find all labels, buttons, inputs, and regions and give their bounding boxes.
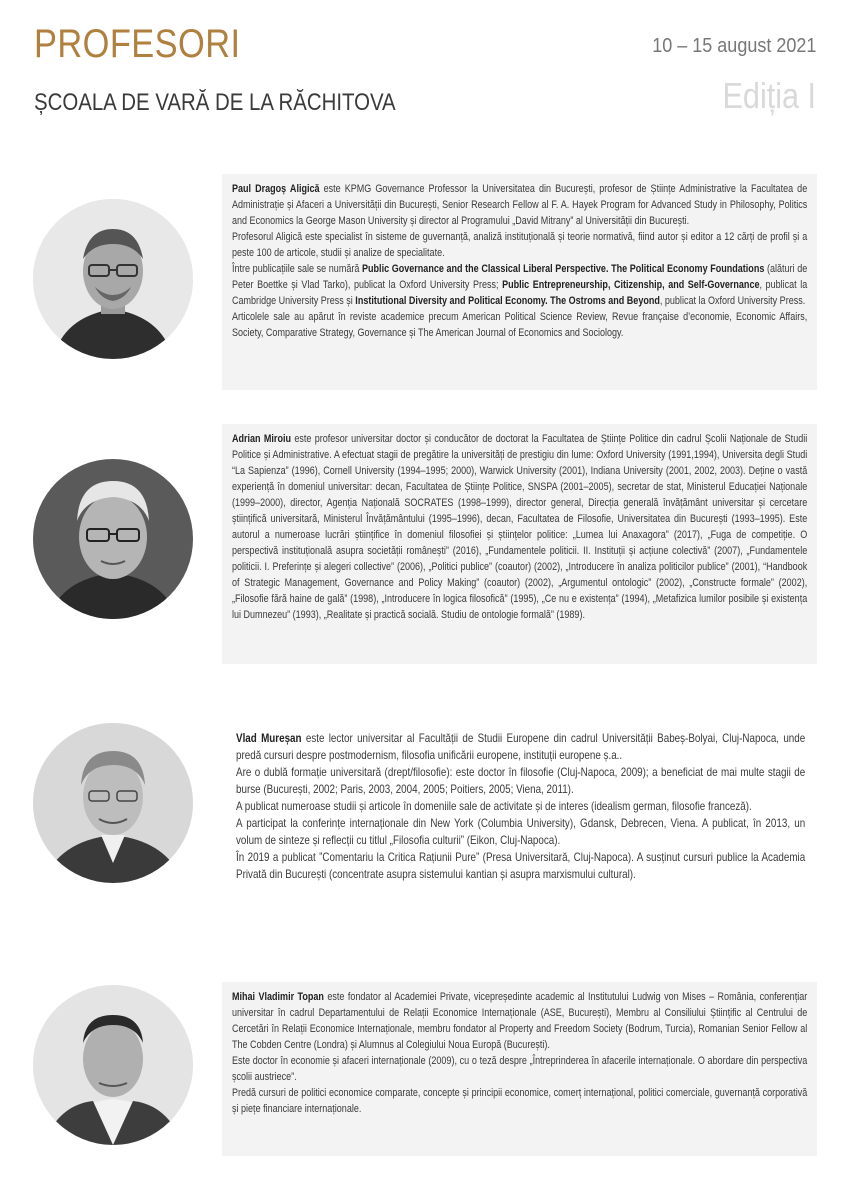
bio-paragraph [236,798,805,815]
bio-text-run: este profesor universitar doctor și conducător de doctorat la Facultatea de Științe Politice din cadrul Școlii Naționale de Studii Politice și Administrative. A efectuat stagii de pregătire la universități de prestigiu din lume: Oxford University (1991,1994), Universita degli Studi “La Sapienza” (1996), Cornell University (1994–1995; 2000), Warwick University (2001), Indiana University (2001, 2002, 2003). Deține o vastă experiență în domeniul universitar: decan, Facultatea de Științe Politice, SNSPA (2001–2005), secretar de stat, Ministerul Educației Naționale (1999–2000), director, Agenția Națională SOCRATES (1998–1999), director general, Direcția generală învățământ universitar și cercetare științifică universitară, Ministerul Învățământului (1995–1996), decan, Facultatea de Filosofie, Universitatea din București (1993–1995). Este autorul a numeroase lucrări științifice în domeniul filosofiei și științelor politice: „Lumea lui Anaxagora” (2017), „Fuga de competiție. O perspectivă instituțională asupra societății românești” (2016), „Fundamentele politicii. II. Instituții și acțiune colectivă” (2007), „Fundamentele politicii. I. Preferințe și alegeri collective” (2006), „Politici publice” (coautor) (2002), „Introducere în analiza politicilor publice” (2001), “Handbook of Strategic Management, Governance and Policy Making” (coautor) (2002), „Argumentul ontologic” (2002), „Constructe formale” (2002), „Filosofie fără haine de gală” (1998), „Introducere în logica filosofică” (1995), „Ce nu e existența” (1994), „Metafizica lumilor posibile și existența lui Dumnezeu” (1993), „Realitate și practică socială. Studiu de ontologie formală” (1989). [232,433,808,621]
bio-card-2 [222,424,817,664]
person-portrait-icon [33,459,193,619]
person-portrait-icon [33,199,193,359]
bio-paragraph [232,309,807,341]
bio-bold-text: Vlad Mureșan [236,731,302,745]
bio-text-run: Între publicațiile sale se numără [232,263,363,275]
bio-bold-text: Mihai Vladimir Topan [232,991,324,1003]
bio-text-run: Articolele sale au apărut în reviste academice precum American Political Science Review, Revue française d’economie, Economic Affairs, Society, Comparative Strategy, Governance și The American Journal of Economics and Sociology. [232,311,808,339]
person-portrait-icon [33,723,193,883]
bio-text-run: A participat la conferințe internaționale din New York (Columbia University), Gdansk, Debrecen, Viena. A publicat, în 2013, un volum de sinteze și reflecții cu titlul „Filosofia culturii” (Eikon, Cluj-Napoca). [236,816,806,847]
bio-text [232,431,807,623]
bio-text-run: Are o dublă formație universitară (drept/filosofie): este doctor în filosofie (Cluj-Napoca, 2009); a beneficiat de mai multe stagii de burse (București, 2002; Paris, 2003, 2004, 2005; Poitiers, 2005; Viena, 2011). [236,765,806,796]
bio-paragraph [236,849,805,883]
bio-card-3 [222,724,817,900]
bio-paragraph [232,989,807,1053]
bio-text-run: A publicat numeroase studii și articole în domeniile sale de activitate și de interes (idealism german, filosofie franceză). [236,799,752,813]
bio-paragraph [232,431,807,623]
portrait-photo-3 [33,723,193,883]
page-subtitle: ȘCOALA DE VARĂ DE LA RĂCHITOVA [34,89,396,116]
bio-text-run: , publicat la Cambridge University Press și [232,279,808,307]
portrait-photo-4 [33,985,193,1145]
bio-paragraph [236,730,805,764]
bio-bold-text: Adrian Miroiu [232,433,291,445]
bio-paragraph [232,1085,807,1117]
bio-paragraph [232,261,807,309]
portrait-photo-2 [33,459,193,619]
page-title: PROFESORI [34,22,241,66]
bio-text-run: este lector universitar al Facultății de Studii Europene din cadrul Universității Babeș-Bolyai, Cluj-Napoca, unde predă cursuri despre postmodernism, filosofia unificării europene, instituții europene ș.a.. [236,731,806,762]
bio-text-run: este KPMG Governance Professor la Universitatea din București, profesor de Științe Administrative la Facultatea de Administrație și Afaceri a Universității din București, Senior Research Fellow al F. A. Hayek Program for Advanced Study in Philosophy, Politics and Economics la George Mason University și director al Programului „David Mitrany” al Universității din București. [232,183,808,227]
bio-text-run: Predă cursuri de politici economice comparate, concepte și principii economice, comerț internațional, politici comerciale, guvernanță corporativă și piețe financiare internaționale. [232,1087,808,1115]
bio-text-run: Profesorul Aligică este specialist în sisteme de guvernanță, analiză instituțională și teorie normativă, fiind autor și editor a 12 cărți de profil și a peste 100 de articole, studii și analize de specialitate. [232,231,808,259]
bio-paragraph [236,815,805,849]
bio-bold-text: Public Governance and the Classical Liberal Perspective. The Political Economy Foundations [362,263,765,275]
bio-text-run: (alături de Peter Boettke și Vlad Tarko), publicat la Oxford University Press; [232,263,808,291]
bio-text [232,989,807,1117]
bio-card-4 [222,982,817,1156]
bio-text-run: este fondator al Academiei Private, vicepreședinte academic al Institutului Ludwig von Mises – România, conferențiar universitar în cadrul Departamentului de Relații Economice Internaționale (ASE, București), Membru al Consiliului Științific al Centrului de Cercetări în Relații Economice Internaționale, membru fondator al Property and Freedom Society (Bodrum, Turcia), Romanian Senior Fellow al The Cobden Centre (Londra) și Alumnus al Colegiului Noua Europă (București). [232,991,808,1051]
bio-paragraph [232,229,807,261]
bio-paragraph [236,764,805,798]
event-dates: 10 – 15 august 2021 [651,35,816,57]
edition-label: Ediția I [722,75,816,116]
bio-bold-text: Public Entrepreneurship, Citizenship, and Self-Governance [502,279,760,291]
bio-paragraph [232,181,807,229]
bio-text-run: În 2019 a publicat ”Comentariu la Critica Rațiunii Pure” (Presa Universitară, Cluj-Napoca). A susținut cursuri publice la Academia Privată din București (concentrate asupra sistemului kantian și asupra marxismului cultural). [236,850,806,881]
portrait-photo-1 [33,199,193,359]
bio-paragraph [232,1053,807,1085]
bio-card-1 [222,174,817,390]
bio-text [232,181,807,341]
bio-text [236,730,805,883]
bio-text-run: , publicat la Oxford University Press. [659,295,806,307]
bio-text-run: Este doctor în economie și afaceri internaționale (2009), cu o teză despre „Întreprinderea în afacerile internaționale. O abordare din perspectiva școlii austriece”. [232,1055,808,1083]
bio-bold-text: Paul Dragoș Aligică [232,183,320,195]
person-portrait-icon [33,985,193,1145]
bio-bold-text: Institutional Diversity and Political Economy. The Ostroms and Beyond [355,295,660,307]
